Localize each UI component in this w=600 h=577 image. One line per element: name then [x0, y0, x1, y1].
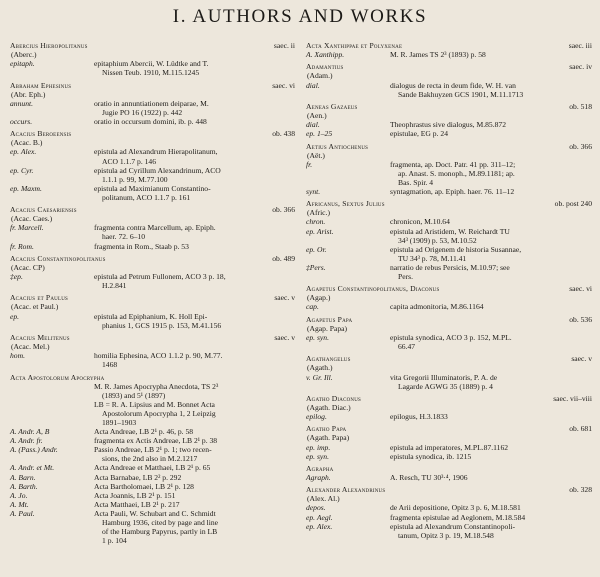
author-abbreviation: (Acac. Mel.)	[11, 342, 50, 352]
work-abbreviation: A. Andr. et Mt.	[10, 463, 55, 473]
author-entry	[306, 315, 592, 351]
work-title-line: LB = R. A. Lipsius and M. Bonnet Acta	[94, 399, 215, 409]
work-title	[94, 59, 295, 77]
author-heading	[306, 315, 592, 324]
author-heading	[10, 333, 295, 342]
work-title	[390, 503, 592, 512]
work-title-line: syntagmation, ap. Epiph. haer. 76. 11–12	[390, 186, 515, 196]
work-title	[390, 129, 592, 138]
work-title-line: 1891–1903	[102, 417, 137, 427]
work-row	[306, 473, 592, 482]
work-title-line: epitaphium Abercii, W. Lüdtke and T.	[94, 59, 209, 69]
work-abbreviation	[10, 382, 94, 400]
author-name: Abercius Hieropolitanus	[10, 41, 88, 50]
author-date: saec. iii	[568, 41, 592, 50]
work-row	[306, 443, 592, 452]
work-title-line: epilogus, H.3.1833	[390, 412, 448, 422]
author-heading	[10, 293, 295, 302]
work-title-line: epistula synodica, ACO 3 p. 152, M.PL.	[390, 332, 512, 342]
work-title	[94, 166, 295, 184]
author-abbreviation: (Agap.)	[307, 293, 331, 303]
work-row	[10, 427, 295, 436]
work-abbreviation: ep. Maxm.	[10, 183, 42, 193]
work-row	[10, 491, 295, 500]
work-title-line: epistula ad Alexandrum Hierapolitanum,	[94, 147, 218, 157]
work-title	[390, 187, 592, 196]
author-name: Acacius et Paulus	[10, 293, 69, 303]
work-title-line: Apostolorum Apocrypha 1, 2 Leipzig	[102, 408, 216, 418]
author-abbreviation: (Aen.)	[307, 111, 327, 121]
work-title	[390, 81, 592, 99]
work-abbreviation: hom.	[10, 351, 25, 361]
author-name: Acacius Melitenus	[10, 332, 70, 342]
author-entry	[10, 373, 295, 546]
author-entry	[306, 62, 592, 98]
author-entry	[10, 41, 295, 77]
author-name: Adamantius	[306, 62, 344, 72]
work-title-line: of the Hamburg Papyrus, partly in LB	[102, 527, 218, 537]
work-title	[390, 412, 592, 421]
work-row	[306, 120, 592, 129]
author-heading	[10, 129, 295, 138]
work-title-line: 1.1.1 p. 99, M.77.100	[102, 174, 168, 184]
work-title-line: epistula ad Cyrillum Alexandrinum, ACO	[94, 165, 221, 175]
work-row	[10, 184, 295, 202]
work-row	[306, 227, 592, 245]
work-abbreviation: synt.	[306, 186, 321, 196]
work-abbreviation: dial.	[306, 120, 320, 130]
work-row	[306, 373, 592, 391]
author-abbreviation: (Aët.)	[307, 150, 325, 160]
work-row	[10, 463, 295, 472]
work-title	[94, 463, 295, 472]
work-title	[390, 120, 592, 129]
author-date: saec. v	[571, 354, 592, 364]
work-title-line: Bas. Spir. 4	[398, 177, 434, 187]
work-abbreviation: ep. Alex.	[306, 521, 333, 531]
work-title	[94, 473, 295, 482]
work-title	[390, 452, 592, 461]
author-heading	[306, 41, 592, 50]
author-name: Alexander Alexandrinus	[306, 485, 386, 495]
author-heading	[306, 464, 592, 473]
work-abbreviation: A. Jo.	[10, 490, 28, 500]
work-title	[94, 491, 295, 500]
work-title-line: Acta Andreae, LB 2¹ p. 46, p. 58	[94, 427, 194, 437]
author-name: Acta Xanthippae et Polyxenae	[306, 41, 403, 50]
work-row	[10, 312, 295, 330]
author-heading	[306, 199, 592, 208]
author-entry	[306, 464, 592, 482]
work-abbreviation: A. Xanthipp.	[306, 50, 345, 60]
work-row	[306, 452, 592, 461]
work-abbreviation: A. Paul.	[10, 508, 35, 518]
author-entry	[306, 142, 592, 197]
work-title-line: epistula ad imperatores, M.PL.87.1162	[390, 442, 509, 452]
author-entry	[306, 102, 592, 138]
work-row	[306, 412, 592, 421]
work-row	[10, 400, 295, 427]
work-abbreviation	[10, 400, 94, 427]
work-title-line: fragmenta in Rom., Staab p. 53	[94, 241, 189, 251]
work-abbreviation: ‡Pers.	[306, 262, 326, 272]
work-title-line: chronicon, M.10.64	[390, 217, 450, 227]
work-title	[94, 312, 295, 330]
work-title-line: 34³ (1909) p. 53, M.10.52	[398, 235, 477, 245]
work-title-line: M. R. James Apocrypha Anecdota, TS 2³	[94, 381, 219, 391]
work-abbreviation: ep. Aegl.	[306, 512, 333, 522]
author-abbreviation: (Adam.)	[307, 71, 333, 81]
author-name: Agapetus Papa	[306, 314, 353, 324]
work-abbreviation: ep. Arist.	[306, 226, 334, 236]
work-title-line: Acta Joannis, LB 2¹ p. 151	[94, 490, 176, 500]
work-row	[306, 302, 592, 311]
work-title-line: 1468	[102, 360, 118, 370]
work-abbreviation: ‡ep.	[10, 272, 23, 281]
work-title-line: epistula ad Alexandrum Constantinopoli-	[390, 521, 516, 531]
work-title	[390, 333, 592, 351]
work-title-line: (1893) and 5¹ (1897)	[102, 390, 166, 400]
work-title-line: narratio de rebus Persicis, M.10.97; see	[390, 262, 510, 272]
author-name: Africanus, Sextus Julius	[306, 199, 385, 209]
work-title-line: epistulae, EG p. 24	[390, 129, 448, 139]
author-abbreviation: (Agath. Papa)	[307, 433, 350, 443]
author-abbreviation: (Abr. Eph.)	[11, 89, 46, 99]
work-title	[390, 50, 592, 59]
work-title	[94, 509, 295, 545]
author-abbreviation: (Agath.)	[307, 363, 333, 373]
work-abbreviation: fr. Marcell.	[10, 223, 44, 233]
author-abbreviation: (Acac. Caes.)	[11, 214, 53, 224]
work-abbreviation: dial.	[306, 80, 320, 90]
work-title-line: 1 p. 104	[102, 536, 127, 546]
work-title-line: oratio in occursum domini, ib. p. 448	[94, 116, 207, 126]
work-abbreviation: depos.	[306, 503, 326, 513]
work-title-line: epistula synodica, ib. 1215	[390, 451, 472, 461]
work-abbreviation: ep. syn.	[306, 451, 329, 461]
work-title	[390, 373, 592, 391]
author-name: Agathangelus	[306, 354, 351, 364]
work-abbreviation: A. Mt.	[10, 499, 29, 509]
author-name: Acacius Beroeensis	[10, 129, 72, 139]
author-entry	[306, 485, 592, 540]
work-row	[10, 436, 295, 445]
work-title-line: ap. Anast. S. monoph., M.89.1181; ap.	[398, 168, 515, 178]
work-row	[10, 223, 295, 241]
author-entry	[306, 41, 592, 59]
author-heading	[306, 485, 592, 494]
work-title-line: Acta Pauli, W. Schubart and C. Schmidt	[94, 508, 216, 518]
work-title-line: Nissen Teub. 1910, M.115.1245	[102, 68, 200, 78]
work-row	[10, 117, 295, 126]
work-row	[306, 187, 592, 196]
work-title	[94, 445, 295, 463]
work-abbreviation: ep. Cyr.	[10, 165, 34, 175]
work-title-line: TU 34³ p. 78, M.11.41	[398, 253, 467, 263]
left-column	[10, 41, 295, 548]
author-heading	[306, 62, 592, 71]
work-title	[390, 302, 592, 311]
work-title	[94, 436, 295, 445]
work-title-line: epistula ad Origenem de historia Susannae,	[390, 244, 522, 254]
work-title-line: sions, the 2nd also in M.2.1217	[102, 454, 198, 464]
author-abbreviation: (Agath. Diac.)	[307, 402, 351, 412]
work-abbreviation: annunt.	[10, 98, 33, 108]
author-date: ob. post 240	[554, 199, 592, 209]
author-entry	[10, 129, 295, 202]
author-heading	[10, 81, 295, 90]
author-abbreviation: (Acac. B.)	[11, 138, 43, 148]
author-name: Acacius Caesariensis	[10, 205, 77, 215]
work-title-line: Pers.	[398, 272, 413, 281]
work-abbreviation: v. Gr. Ill.	[306, 372, 333, 382]
author-entry	[306, 199, 592, 281]
author-entry	[10, 293, 295, 329]
work-row	[306, 160, 592, 187]
author-entry	[306, 284, 592, 311]
work-abbreviation: Agraph.	[306, 473, 331, 482]
work-title-line: fragmenta ex Actis Andreae, LB 2¹ p. 38	[94, 436, 218, 446]
work-title-line: H.2.841	[102, 281, 127, 291]
work-row	[306, 50, 592, 59]
work-title	[94, 351, 295, 369]
author-abbreviation: (Alex. Al.)	[307, 494, 340, 504]
work-abbreviation: ep. imp.	[306, 442, 331, 452]
author-heading	[10, 373, 295, 382]
work-title-line: fragmenta epistulae ad Aeglonem, M.18.584	[390, 512, 526, 522]
work-row	[306, 217, 592, 226]
author-name: Agrapha	[306, 463, 334, 473]
work-title	[94, 117, 295, 126]
work-abbreviation: A. Barth.	[10, 481, 38, 491]
work-title	[390, 160, 592, 187]
work-title-line: Jugie PO 16 (1922) p. 442	[102, 107, 183, 117]
work-row	[10, 509, 295, 545]
work-title	[94, 427, 295, 436]
work-abbreviation: ep.	[10, 311, 20, 321]
work-title	[390, 513, 592, 522]
author-name: Abraham Ephesinus	[10, 80, 72, 90]
work-title-line: 66.47	[398, 342, 416, 352]
author-date: ob. 328	[569, 485, 592, 495]
work-title-line: epistula ad Maximianum Constantino-	[94, 183, 211, 193]
work-title-line: haer. 72. 6–10	[102, 232, 146, 242]
work-title-line: Passio Andreae, LB 2¹ p. 1; two recen-	[94, 445, 212, 455]
work-row	[306, 503, 592, 512]
work-row	[10, 147, 295, 165]
work-title-line: dialogus de recta in deum fide, W. H. van	[390, 80, 516, 90]
work-title-line: phanius 1, GCS 1915 p. 153, M.41.156	[102, 320, 222, 330]
work-title	[390, 217, 592, 226]
author-entry	[306, 394, 592, 421]
author-date: saec. v	[274, 293, 295, 303]
work-title	[94, 184, 295, 202]
work-title-line: oratio in annuntiationem deiparae, M.	[94, 98, 209, 108]
work-title	[390, 263, 592, 281]
work-title	[94, 400, 295, 427]
work-row	[306, 513, 592, 522]
right-column	[306, 41, 592, 543]
work-abbreviation: cap.	[306, 302, 319, 312]
work-row	[306, 333, 592, 351]
author-heading	[306, 142, 592, 151]
author-date: saec. iv	[569, 62, 592, 72]
author-entry	[306, 424, 592, 460]
work-abbreviation: chron.	[306, 217, 326, 227]
author-date: saec. v	[274, 332, 295, 342]
author-abbreviation: (Acac. CP)	[11, 262, 45, 272]
work-row	[10, 473, 295, 482]
author-entry	[10, 81, 295, 126]
author-entry	[10, 254, 295, 290]
author-date: ob. 366	[569, 141, 592, 151]
author-date: saec. ii	[273, 41, 295, 50]
work-row	[306, 522, 592, 540]
work-title	[390, 227, 592, 245]
author-name: Agapetus Constantinopolitanus, Diaconus	[306, 284, 440, 294]
work-row	[306, 245, 592, 263]
author-name: Aeneas Gazaeus	[306, 101, 358, 111]
work-title-line: M. R. James TS 2³ (1893) p. 58	[390, 50, 486, 60]
work-title-line: fragmenta contra Marcellum, ap. Epiph.	[94, 223, 216, 233]
work-abbreviation: ep. Or.	[306, 244, 327, 254]
author-name: Agatho Diaconus	[306, 393, 362, 403]
work-title-line: epistula ad Epiphanium, K. Holl Epi-	[94, 311, 208, 321]
work-title-line: epistula ad Petrum Fullonem, ACO 3 p. 18,	[94, 272, 226, 281]
author-name: Agatho Papa	[306, 424, 347, 434]
page-title: I. AUTHORS AND WORKS	[172, 6, 428, 27]
author-heading	[306, 284, 592, 293]
work-title	[94, 272, 295, 290]
work-row	[306, 129, 592, 138]
author-date: ob. 681	[569, 424, 592, 434]
work-title-line: vita Gregorii Illuminatoris, P. A. de	[390, 372, 498, 382]
work-row	[10, 272, 295, 290]
work-title	[94, 500, 295, 509]
work-abbreviation: A. Andr. A, B	[10, 427, 50, 437]
work-title	[390, 473, 592, 482]
work-abbreviation: ep. Alex.	[10, 147, 37, 157]
work-title	[94, 382, 295, 400]
work-title-line: tanum, Opitz 3 p. 19, M.18.548	[398, 530, 494, 540]
work-title-line: Lagarde AGWG 35 (1889) p. 4	[398, 381, 493, 391]
work-title-line: Acta Matthaei, LB 2¹ p. 217	[94, 499, 180, 509]
work-title-line: politanum, ACO 1.1.7 p. 161	[102, 192, 191, 202]
work-row	[306, 263, 592, 281]
work-row	[306, 81, 592, 99]
author-date: ob. 518	[569, 101, 592, 111]
work-title	[94, 147, 295, 165]
author-abbreviation: (Agap. Papa)	[307, 323, 348, 333]
work-title-line: Sande Bakhuyzen GCS 1901, M.11.1713	[398, 89, 524, 99]
work-title-line: Acta Andreae et Matthaei, LB 2¹ p. 65	[94, 463, 211, 473]
author-date: saec. vi	[569, 284, 592, 294]
author-entry	[10, 205, 295, 250]
work-abbreviation: ep. 1–25	[306, 129, 333, 139]
author-date: saec. vi	[272, 80, 295, 90]
work-abbreviation: ep. syn.	[306, 332, 329, 342]
work-title-line: Acta Barnabae, LB 2² p. 292	[94, 472, 182, 482]
author-heading	[306, 102, 592, 111]
author-name: Acta Apostolorum Apocrypha	[10, 372, 105, 382]
work-title-line: Hamburg 1936, cited by page and line	[102, 518, 219, 527]
work-title-line: ACO 1.1.7 p. 146	[102, 156, 157, 166]
work-abbreviation: A. Andr. fr.	[10, 436, 43, 446]
work-abbreviation: occurs.	[10, 116, 33, 126]
work-title	[94, 242, 295, 251]
work-abbreviation: A. (Pass.) Andr.	[10, 445, 58, 455]
work-title	[94, 99, 295, 117]
work-title	[94, 223, 295, 241]
author-date: saec. vii–viii	[553, 393, 592, 403]
author-abbreviation: (Aberc.)	[11, 50, 37, 60]
author-heading	[10, 254, 295, 263]
work-title-line: de Arii depositione, Opitz 3 p. 6, M.18.581	[390, 503, 521, 513]
work-row	[10, 351, 295, 369]
author-date: ob. 366	[272, 205, 295, 215]
work-title	[390, 522, 592, 540]
author-abbreviation: (Afric.)	[307, 208, 330, 218]
work-abbreviation: fr.	[306, 159, 313, 169]
work-abbreviation: A. Barn.	[10, 472, 36, 482]
author-date: ob. 489	[272, 253, 295, 263]
author-heading	[10, 205, 295, 214]
work-title-line: homilia Ephesina, ACO 1.1.2 p. 90, M.77.	[94, 351, 223, 361]
work-title-line: epistula ad Aristidem, W. Reichardt TU	[390, 226, 510, 236]
work-row	[10, 242, 295, 251]
work-title-line: A. Resch, TU 30³·⁴, 1906	[390, 473, 468, 482]
author-abbreviation: (Acac. et Paul.)	[11, 302, 59, 312]
author-date: ob. 438	[272, 129, 295, 139]
work-row	[10, 166, 295, 184]
work-row	[10, 382, 295, 400]
work-abbreviation: fr. Rom.	[10, 241, 34, 251]
work-abbreviation: epilog.	[306, 412, 327, 422]
work-row	[10, 500, 295, 509]
work-row	[10, 445, 295, 463]
work-row	[10, 59, 295, 77]
work-title-line: fragmenta, ap. Doct. Patr. 41 pp. 311–12;	[390, 159, 516, 169]
author-heading	[306, 354, 592, 363]
author-date: ob. 536	[569, 314, 592, 324]
work-title	[390, 443, 592, 452]
work-title-line: Acta Bartholomaei, LB 2¹ p. 128	[94, 481, 194, 491]
author-heading	[10, 41, 295, 50]
work-row	[10, 99, 295, 117]
work-title	[94, 482, 295, 491]
work-title	[390, 245, 592, 263]
author-name: Aetius Antiochenus	[306, 141, 369, 151]
author-heading	[306, 424, 592, 433]
work-abbreviation: epitaph.	[10, 59, 35, 69]
author-entry	[306, 354, 592, 390]
author-heading	[306, 394, 592, 403]
work-title-line: Theophrastus sive dialogus, M.85.872	[390, 120, 507, 130]
work-row	[10, 482, 295, 491]
author-entry	[10, 333, 295, 369]
author-name: Acacius Constantinopolitanus	[10, 253, 106, 263]
work-title-line: capita admonitoria, M.86.1164	[390, 302, 484, 312]
